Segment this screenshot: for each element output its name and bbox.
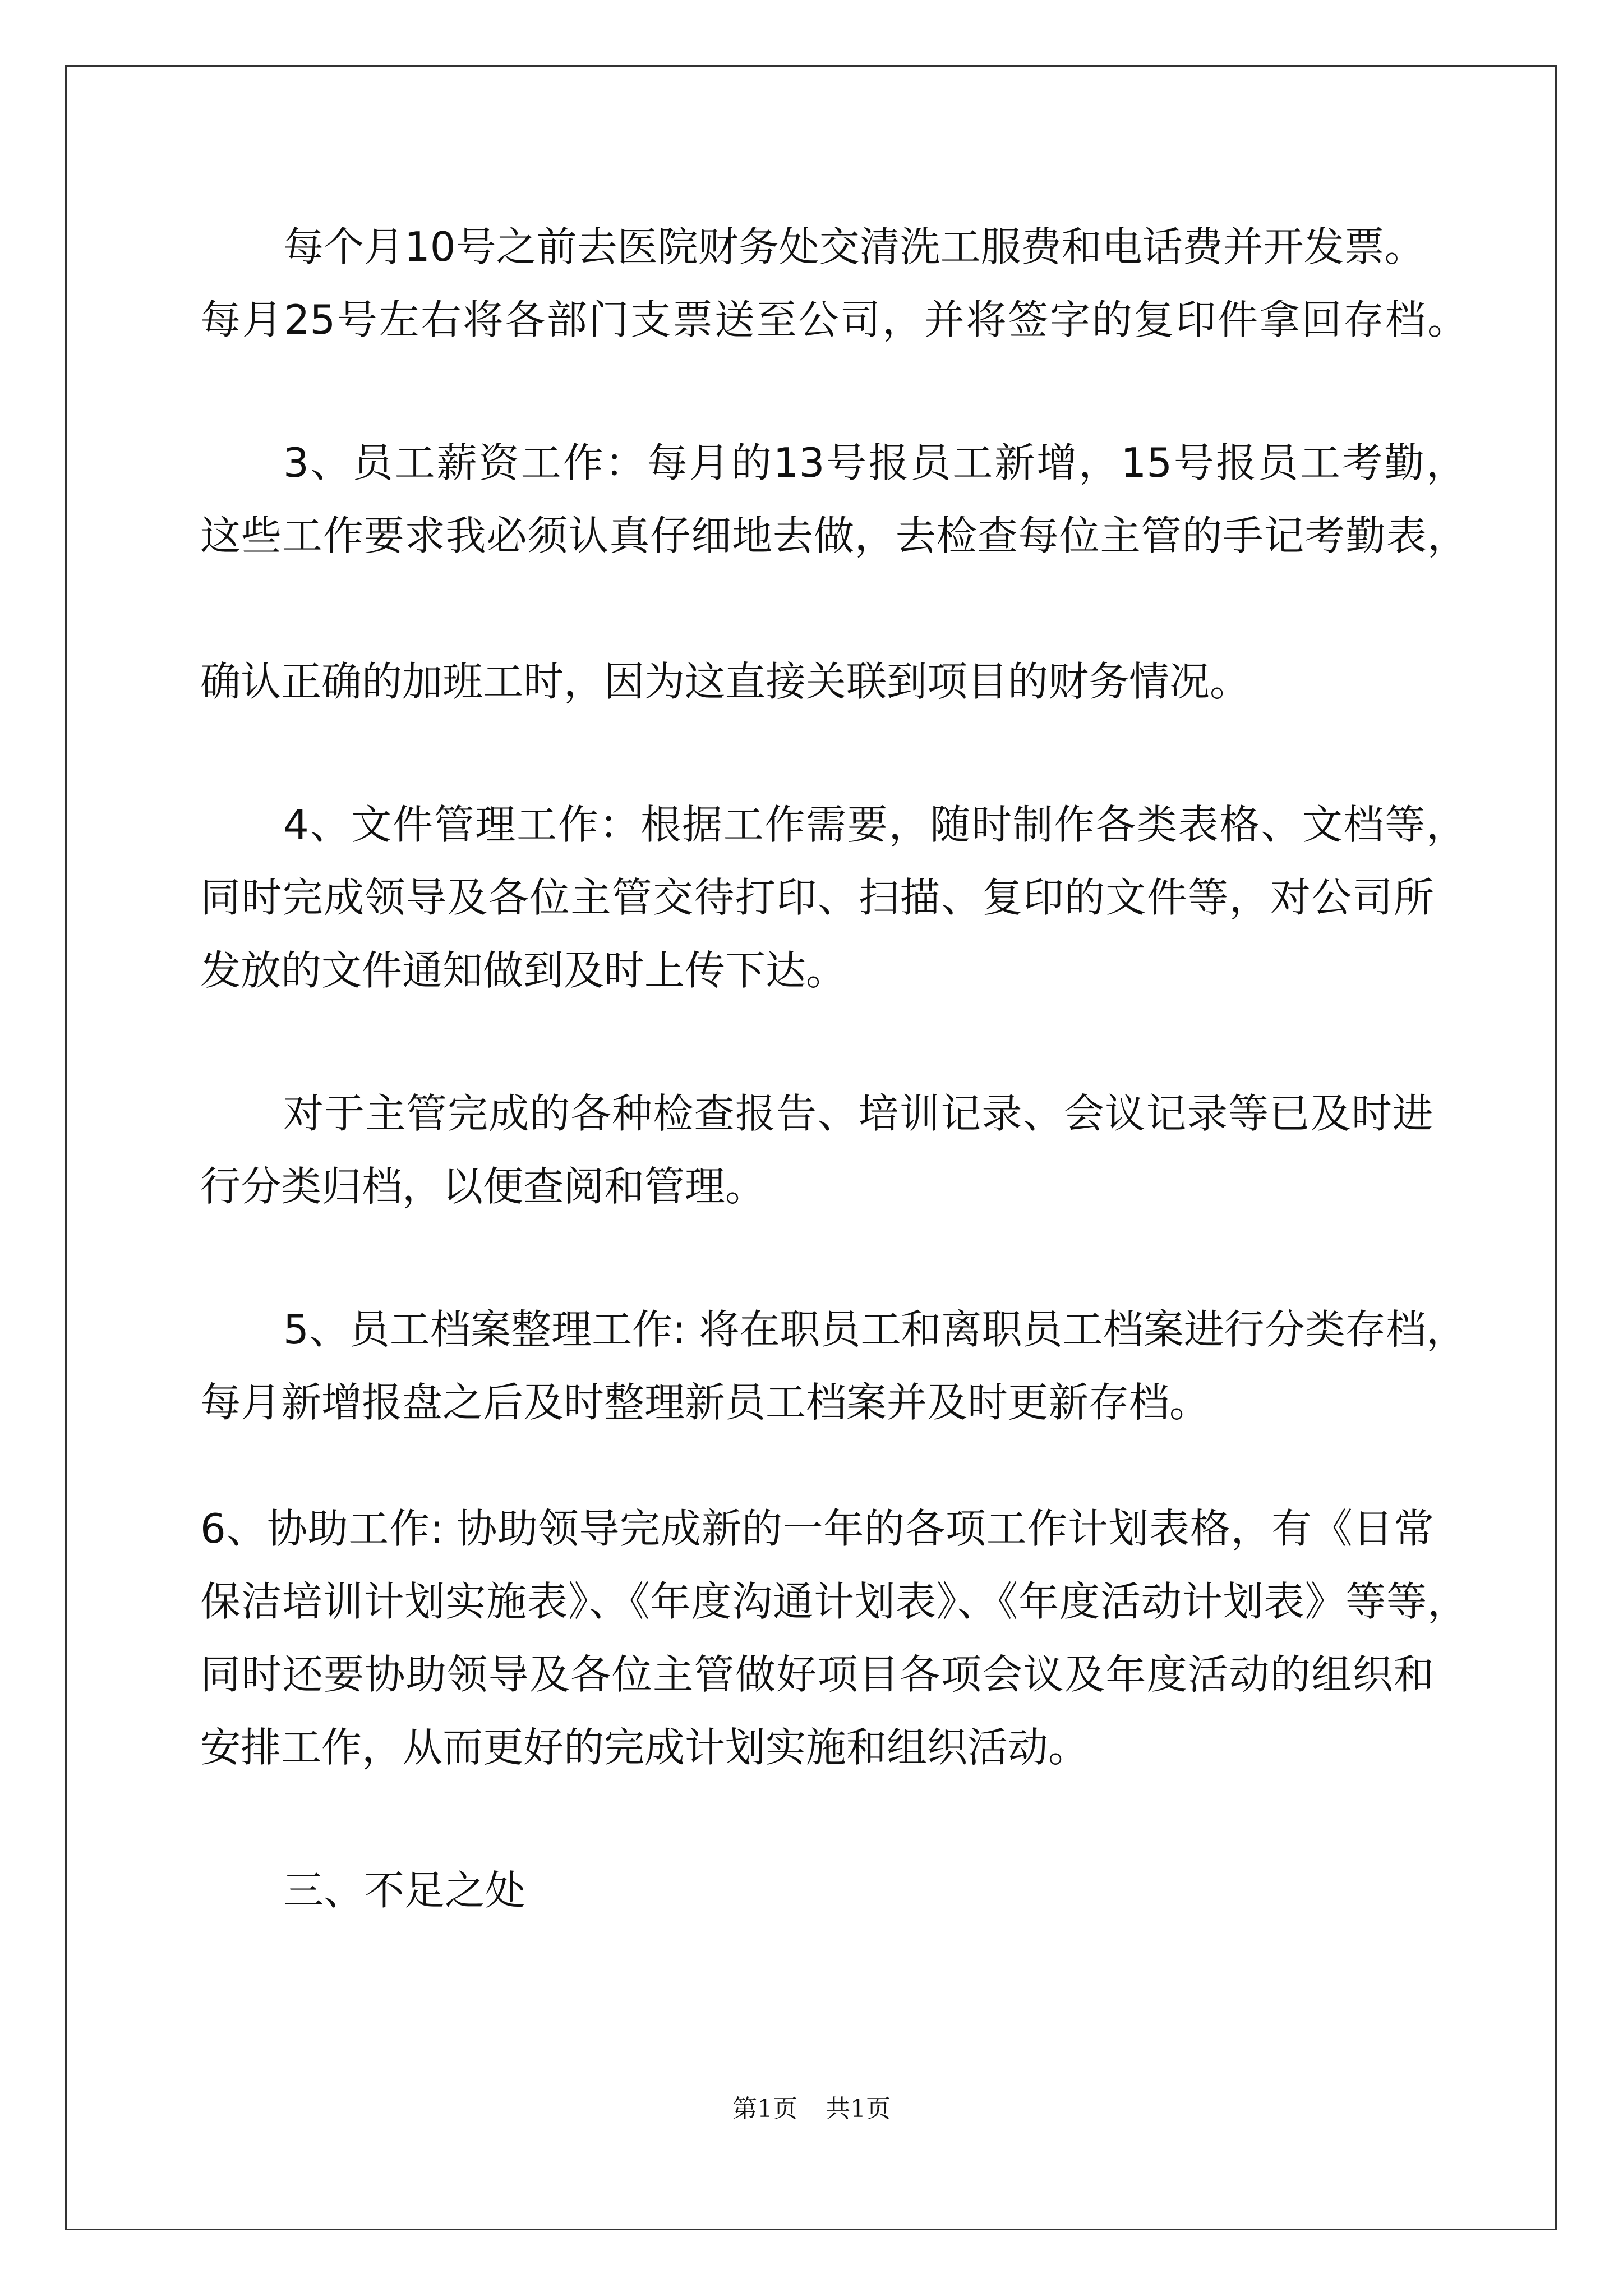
page-number: 第1页 — [732, 2095, 797, 2123]
text-line: 对于主管完成的各种检查报告、培训记录、会议记录等已及时进 — [283, 1090, 1433, 1137]
text-line: 5、员工档案整理工作: 将在职员工和离职员工档案进行分类存档， — [283, 1306, 1467, 1353]
text-line: 保洁培训计划实施表》、《年度沟通计划表》、《年度活动计划表》等等， — [200, 1578, 1468, 1625]
text-line: 每个月10号之前去医院财务处交清洗工服费和电话费并开发票。 — [283, 223, 1425, 270]
text-line: 同时还要协助领导及各位主管做好项目各项会议及年度活动的组织和 — [200, 1651, 1434, 1698]
text-line: 安排工作，从而更好的完成计划实施和组织活动。 — [200, 1724, 1089, 1771]
section-heading: 三、不足之处 — [283, 1867, 526, 1914]
text-line: 确认正确的加班工时，因为这直接关联到项目的财务情况。 — [200, 658, 1251, 705]
page-footer — [0, 2092, 1623, 2126]
text-line: 3、员工薪资工作：每月的13号报员工新增，15号报员工考勤， — [283, 439, 1467, 486]
text-line: 发放的文件通知做到及时上传下达。 — [200, 947, 847, 994]
text-line: 每月25号左右将各部门支票送至公司，并将签字的复印件拿回存档。 — [200, 296, 1468, 343]
text-line: 4、文件管理工作：根据工作需要，随时制作各类表格、文档等， — [283, 801, 1467, 848]
text-line: 行分类归档，以便查阅和管理。 — [200, 1163, 766, 1210]
page-total: 共1页 — [826, 2095, 891, 2123]
text-line: 每月新增报盘之后及时整理新员工档案并及时更新存档。 — [200, 1379, 1210, 1426]
text-line: 这些工作要求我必须认真仔细地去做，去检查每位主管的手记考勤表， — [200, 512, 1468, 559]
text-line: 同时完成领导及各位主管交待打印、扫描、复印的文件等，对公司所 — [200, 874, 1434, 921]
text-line: 6、协助工作: 协助领导完成新的一年的各项工作计划表格，有《日常 — [200, 1505, 1434, 1552]
